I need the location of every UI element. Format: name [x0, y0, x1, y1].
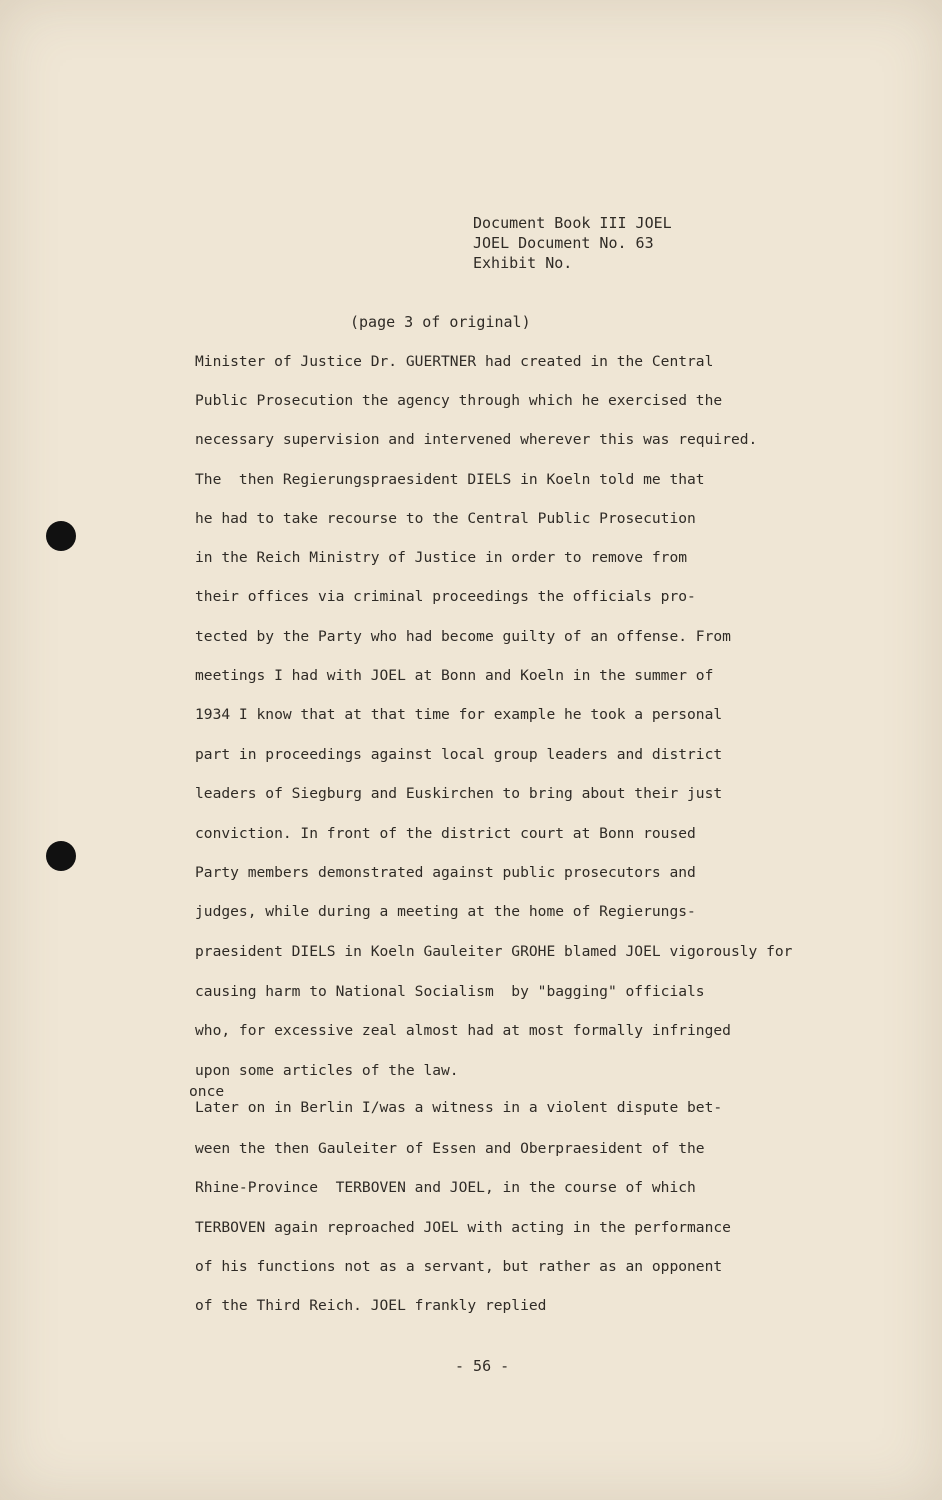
- body-line: of his functions not as a servant, but rather as an opponent: [195, 1258, 723, 1275]
- body-line: leaders of Siegburg and Euskirchen to bring about their just: [195, 785, 723, 802]
- body-line: Rhine-Province TERBOVEN and JOEL, in the course of which: [195, 1179, 696, 1196]
- body-line: in the Reich Ministry of Justice in order to remove from: [195, 549, 688, 566]
- body-line: praesident DIELS in Koeln Gauleiter GROHE blamed JOEL vigorously for: [195, 943, 793, 960]
- body-line: who, for excessive zeal almost had at most formally infringed: [195, 1022, 731, 1039]
- body-line: Minister of Justice Dr. GUERTNER had created in the Central: [195, 353, 714, 370]
- body-line: meetings I had with JOEL at Bonn and Koeln in the summer of: [195, 667, 714, 684]
- header-document-number: JOEL Document No. 63: [473, 234, 654, 252]
- body-line: of the Third Reich. JOEL frankly replied: [195, 1297, 547, 1314]
- document-header: [473, 213, 672, 273]
- body-line: tected by the Party who had become guilty of an offense. From: [195, 628, 731, 645]
- body-line: TERBOVEN again reproached JOEL with acting in the performance: [195, 1219, 731, 1236]
- punch-hole-bottom: [46, 841, 76, 871]
- body-line: The then Regierungspraesident DIELS in Koeln told me that: [195, 471, 705, 488]
- body-line: causing harm to National Socialism by "bagging" officials: [195, 983, 705, 1000]
- original-page-note: (page 3 of original): [350, 313, 531, 331]
- body-line: judges, while during a meeting at the home of Regierungs-: [195, 903, 696, 920]
- body-line: upon some articles of the law.: [195, 1062, 459, 1079]
- body-line: ween the then Gauleiter of Essen and Oberpraesident of the: [195, 1140, 705, 1157]
- page-number: - 56 -: [455, 1357, 510, 1375]
- body-line: Public Prosecution the agency through which he exercised the: [195, 392, 723, 409]
- handwritten-insertion: once: [189, 1083, 225, 1100]
- body-line: necessary supervision and intervened wherever this was required.: [195, 431, 758, 448]
- punch-hole-top: [46, 521, 76, 551]
- body-line: he had to take recourse to the Central Public Prosecution: [195, 510, 696, 527]
- header-document-book: Document Book III JOEL: [473, 214, 672, 232]
- body-line: Later on in Berlin I/was a witness in a violent dispute bet-: [195, 1099, 723, 1116]
- body-line: conviction. In front of the district court at Bonn roused: [195, 825, 696, 842]
- body-line: 1934 I know that at that time for example he took a personal: [195, 706, 723, 723]
- header-exhibit-number: Exhibit No.: [473, 254, 573, 272]
- body-line: part in proceedings against local group leaders and district: [195, 746, 723, 763]
- body-line: their offices via criminal proceedings the officials pro-: [195, 588, 696, 605]
- body-line: Party members demonstrated against public prosecutors and: [195, 864, 696, 881]
